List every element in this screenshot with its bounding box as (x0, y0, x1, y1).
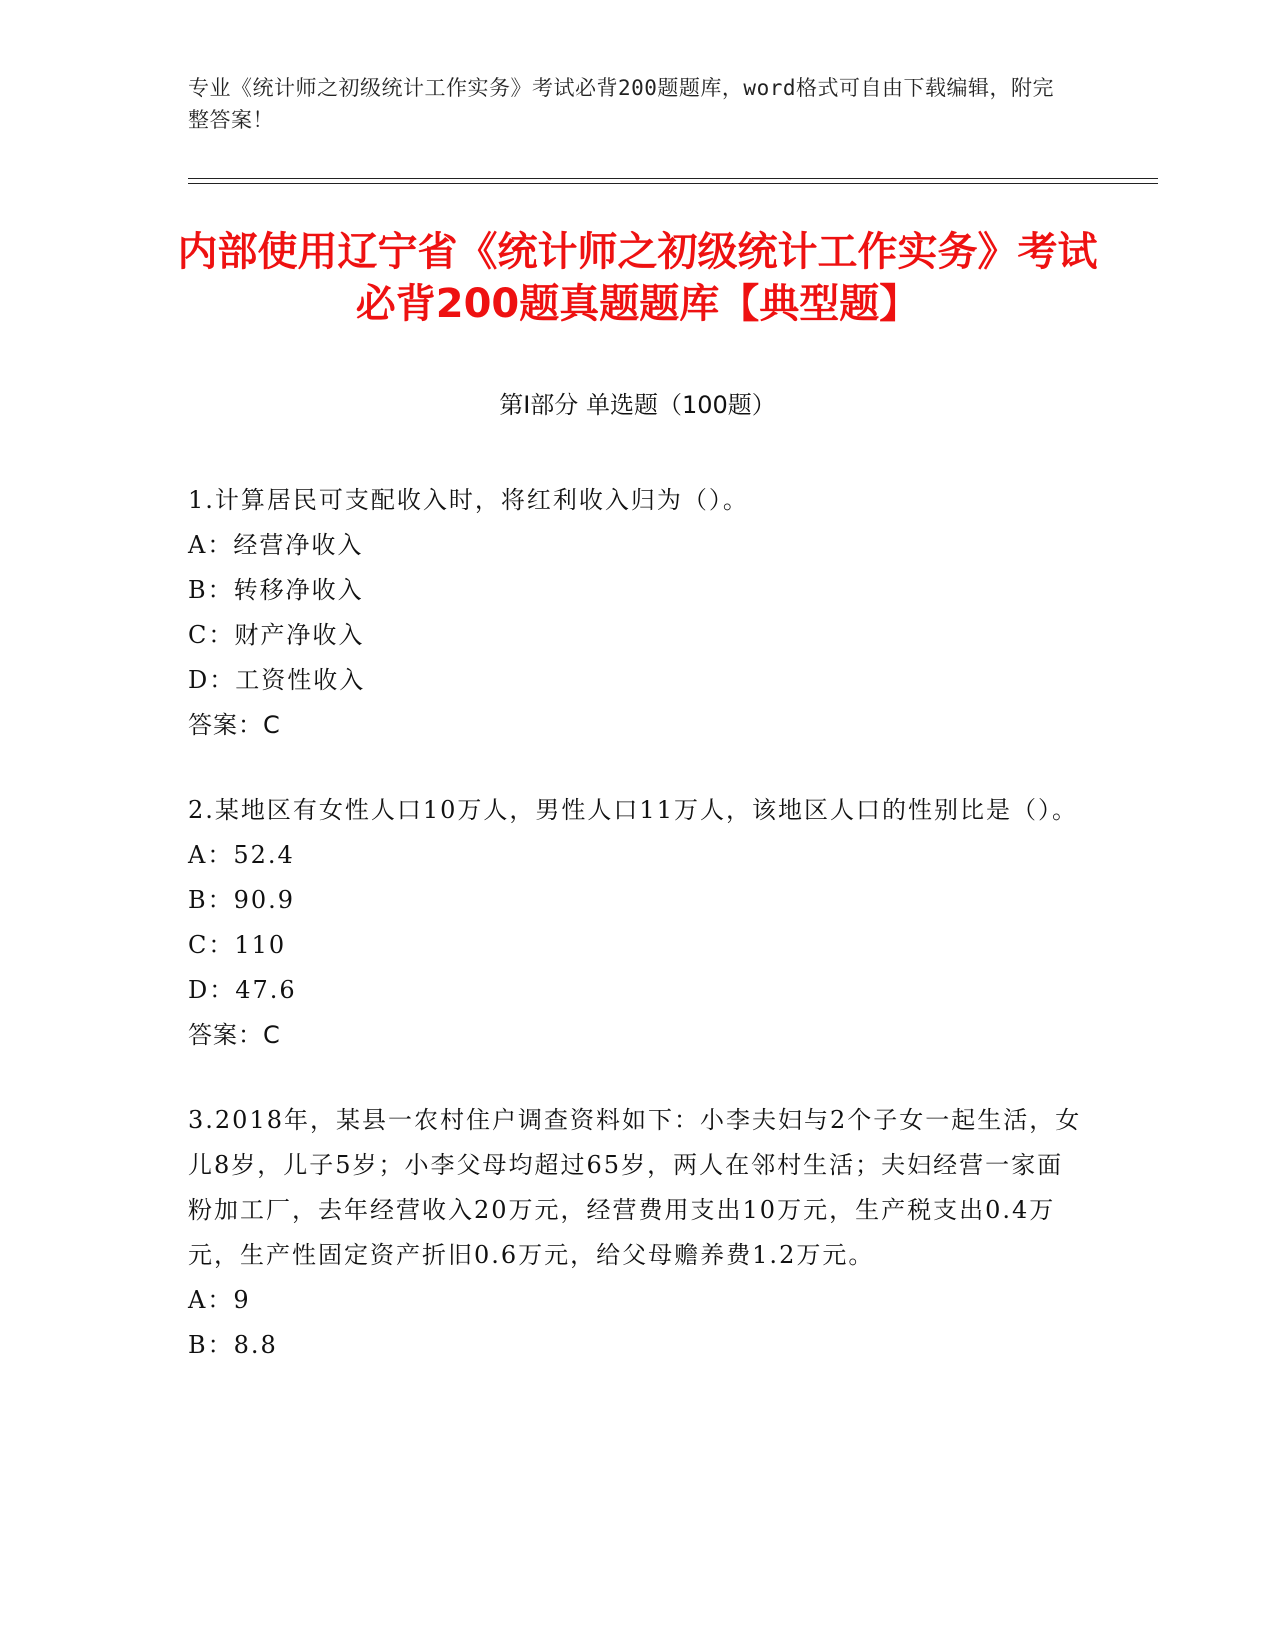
header-divider-top (188, 178, 1158, 179)
question-stem: 3.2018年，某县一农村住户调查资料如下：小李夫妇与2个子女一起生活，女儿8岁，儿子5岁；小李父母均超过65岁，两人在邻村生活；夫妇经营一家面粉加工厂，去年经营收入20万元，经营费用支出10万元，生产税支出0.4万元，生产性固定资产折旧0.6万元，给父母赡养费1.2万元。 (188, 1106, 1082, 1269)
question-stem: 2.某地区有女性人口10万人，男性人口11万人，该地区人口的性别比是（）。 (188, 796, 1078, 824)
question-stem: 1.计算居民可支配收入时，将红利收入归为（）。 (188, 486, 749, 514)
option-a: A：52.4 (188, 841, 295, 869)
question-1 (188, 478, 1088, 748)
question-list (188, 478, 1088, 1408)
question-2 (188, 788, 1088, 1058)
option-c: C：110 (188, 931, 287, 959)
option-b: B：转移净收入 (188, 576, 364, 604)
option-b: B：8.8 (188, 1331, 278, 1359)
header-note: 专业《统计师之初级统计工作实务》考试必背200题题库，word格式可自由下载编辑，附完整答案！ (188, 76, 1054, 132)
option-c: C：财产净收入 (188, 621, 365, 649)
question-3 (188, 1098, 1088, 1368)
document-title: 内部使用辽宁省《统计师之初级统计工作实务》考试必背200题真题题库【典型题】 (177, 229, 1098, 327)
option-a: A：9 (188, 1286, 251, 1314)
section-heading: 第Ⅰ部分 单选题（100题） (499, 391, 776, 419)
option-d: D：工资性收入 (188, 666, 366, 694)
header-divider-bottom (188, 183, 1158, 184)
option-a: A：经营净收入 (188, 531, 364, 559)
option-d: D：47.6 (188, 976, 297, 1004)
option-b: B：90.9 (188, 886, 296, 914)
answer-text: 答案：C (188, 711, 281, 739)
answer-text: 答案：C (188, 1021, 281, 1049)
